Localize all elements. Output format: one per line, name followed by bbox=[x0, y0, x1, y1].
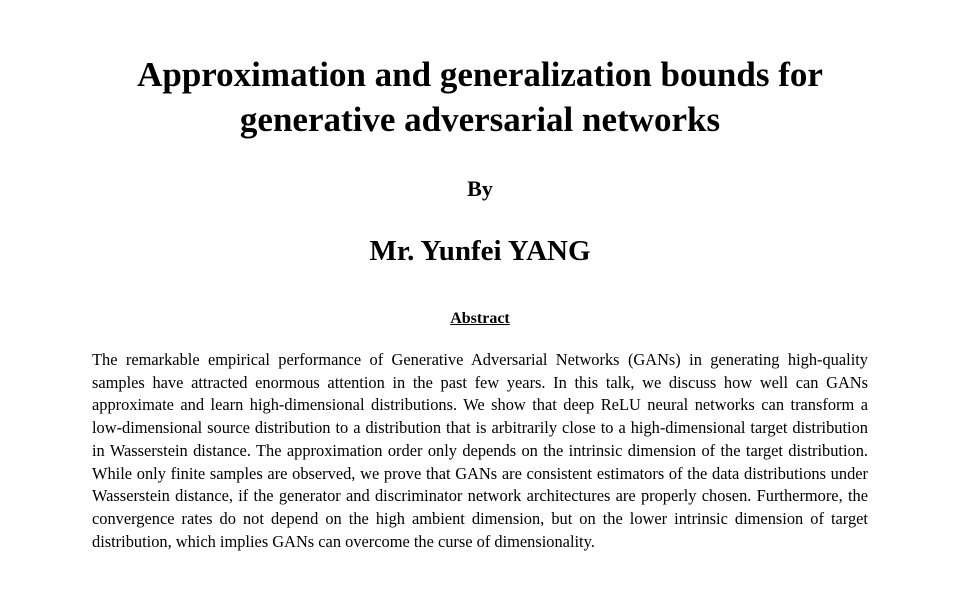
abstract-heading: Abstract bbox=[450, 310, 510, 327]
author-name: Mr. Yunfei YANG bbox=[369, 235, 591, 267]
document-title: Approximation and generalization bounds for generative adversarial networks bbox=[137, 55, 823, 139]
by-label: By bbox=[467, 176, 493, 201]
abstract-body: The remarkable empirical performance of Generative Adversarial Networks (GANs) in generating high-quality samples have attracted enormous attention in the past few years. In this talk, we discuss how well can GANs approximate and learn high-dimensional distributions. We show that deep ReLU neural networks can transform a low-dimensional source distribution to a distribution that is arbitrarily close to a high-dimensional target distribution in Wasserstein distance. The approximation order only depends on the intrinsic dimension of the target distribution. While only finite samples are observed, we prove that GANs are consistent estimators of the data distributions under Wasserstein distance, if the generator and discriminator network architectures are properly chosen. Furthermore, the convergence rates do not depend on the high ambient dimension, but on the lower intrinsic dimension of target distribution, which implies GANs can overcome the curse of dimensionality. bbox=[92, 350, 868, 551]
